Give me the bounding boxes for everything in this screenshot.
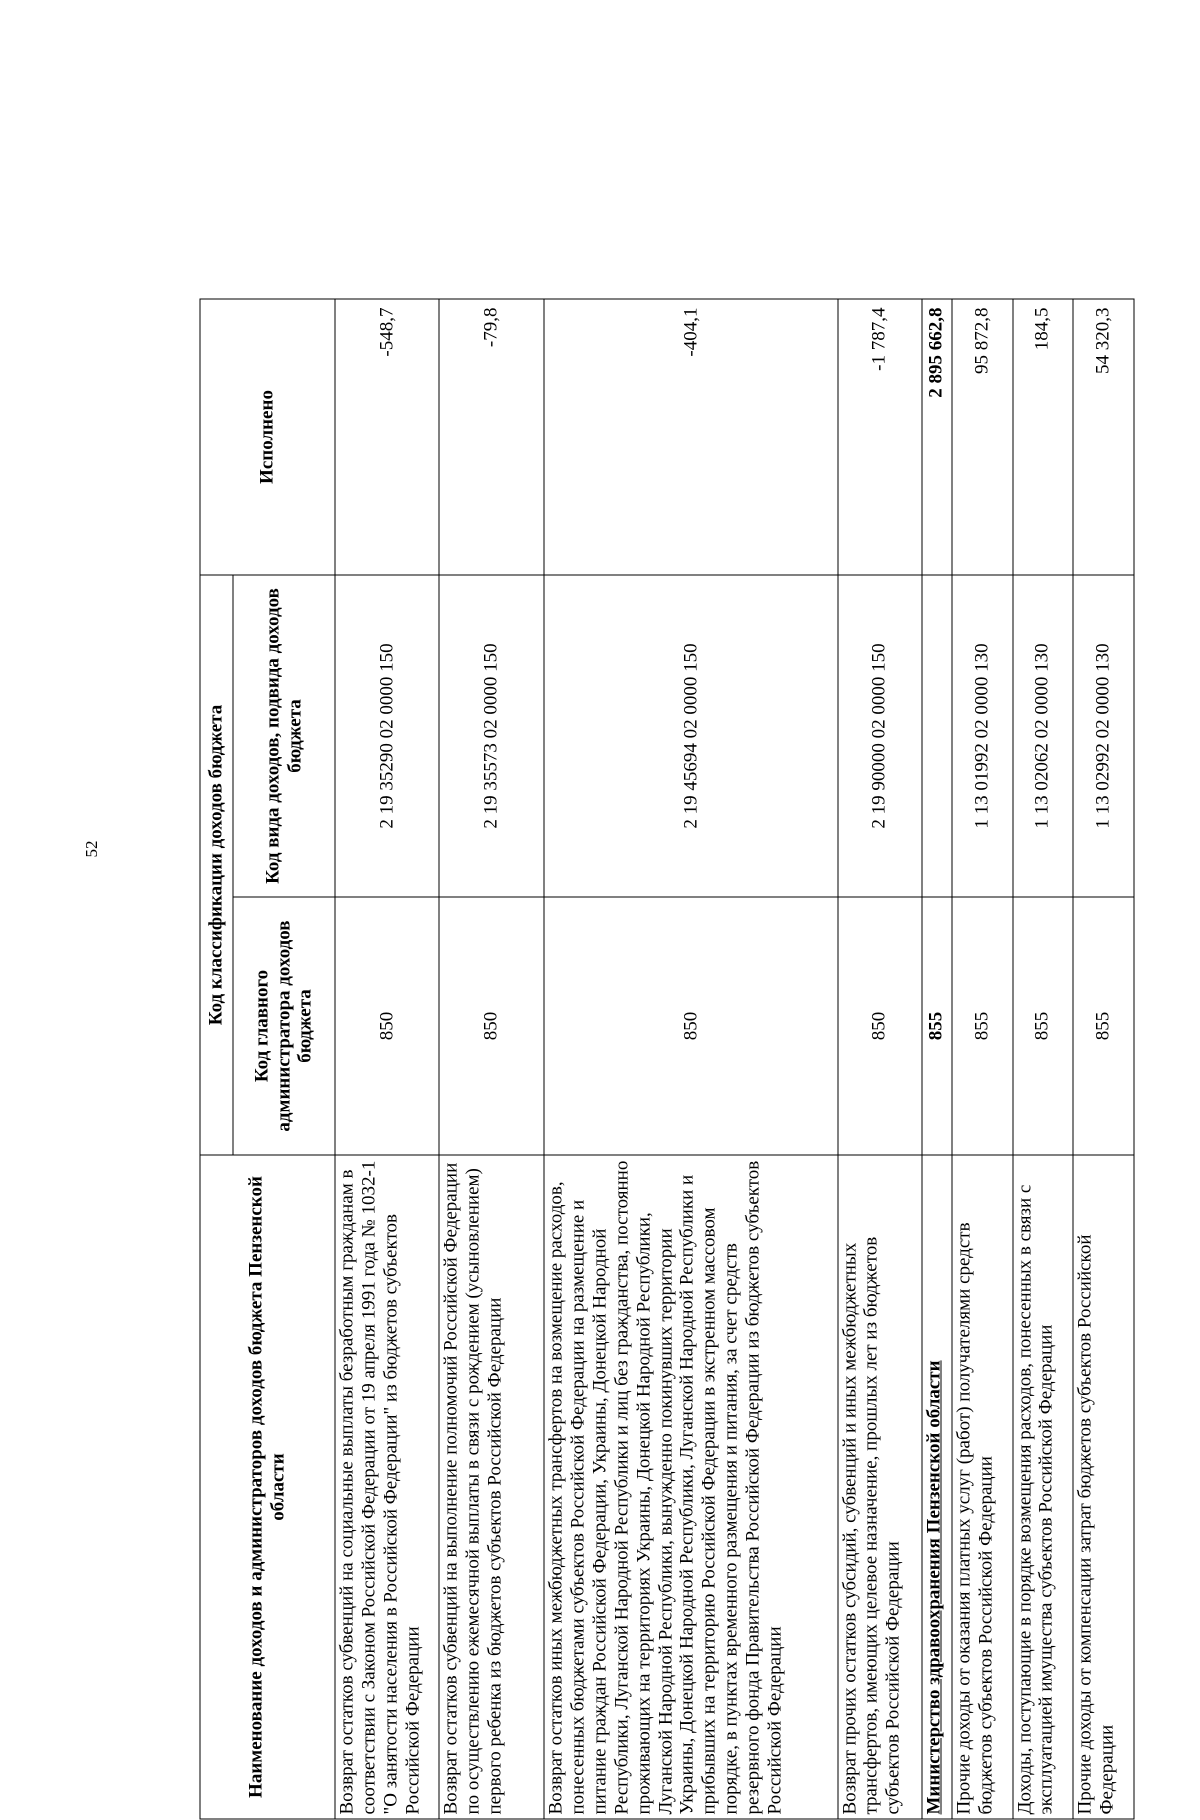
row-admin-code: 855 [1073,897,1134,1155]
row-kind-code: 2 19 90000 02 0000 150 [838,575,922,897]
row-name: Доходы, поступающие в порядке возмещения расходов, понесенных в связи с эксплуатацией имущества субъектов Российской Федерации [1013,1155,1074,1819]
row-name: Прочие доходы от оказания платных услуг (работ) получателями средств бюджетов субъектов Российской Федерации [952,1155,1013,1819]
row-kind-code [922,575,952,897]
row-admin-code: 850 [439,897,544,1155]
rotated-table-frame [200,300,1135,1820]
row-kind-code: 1 13 01992 02 0000 130 [952,575,1013,897]
row-admin-code: 850 [838,897,922,1155]
row-admin-code: 855 [922,897,952,1155]
header-admin-code: Код главного администратора доходов бюджета [233,897,335,1155]
row-kind-code: 2 19 35573 02 0000 150 [439,575,544,897]
table-row [544,299,837,1819]
row-executed: -1 787,4 [838,299,922,575]
row-kind-code: 2 19 45694 02 0000 150 [544,575,837,897]
header-row-top [200,299,233,1819]
row-name: Возврат остатков иных межбюджетных трансфертов на возмещение расходов, понесенных бюджетами субъектов Российской Федерации на размещение и питание граждан Российской Федерации, Украины, Донецкой Народной Республики, Луганской Народной Республики и лиц без гражданства, постоянно проживающих на территориях Украины, Донецкой Народной Республики, Луганской Народной Республики, вынужденно покинувших территории Украины, Донецкой Народной Республики, Луганской Народной Республики и прибывших на территорию Российской Федерации в экстренном массовом порядке, в пунктах временного размещения и питания, за счет средств резервного фонда Правительства Российской Федерации из бюджетов субъектов Российской Федерации [544,1155,837,1819]
row-kind-code: 1 13 02992 02 0000 130 [1073,575,1134,897]
row-kind-code: 2 19 35290 02 0000 150 [335,575,439,897]
header-name: Наименование доходов и администраторов доходов бюджета Пензенской области [200,1155,335,1819]
table-row [952,299,1013,1819]
header-code-group: Код классификации доходов бюджета [200,575,233,1155]
row-admin-code: 850 [544,897,837,1155]
row-name: Возврат прочих остатков субсидий, субвенций и иных межбюджетных трансфертов, имеющих целевое назначение, прошлых лет из бюджетов субъектов Российской Федерации [838,1155,922,1819]
row-admin-code: 855 [1013,897,1074,1155]
row-kind-code: 1 13 02062 02 0000 130 [1013,575,1074,897]
row-admin-code: 855 [952,897,1013,1155]
row-executed: 2 895 662,8 [922,299,952,575]
row-name: Министерство здравоохранения Пензенской области [922,1155,952,1819]
header-kind-code: Код вида доходов, подвида доходов бюджета [233,575,335,897]
row-executed: -548,7 [335,299,439,575]
row-name: Возврат остатков субвенций на выполнение полномочий Российской Федерации по осуществлению ежемесячной выплаты в связи с рождением (усыновлением) первого ребенка из бюджетов субъектов Российской Федерации [439,1155,544,1819]
row-executed: -404,1 [544,299,837,575]
page-number: 52 [82,840,101,858]
row-executed: 95 872,8 [952,299,1013,575]
row-admin-code: 850 [335,897,439,1155]
row-name: Возврат остатков субвенций на социальные выплаты безработным гражданам в соответствии с Законом Российской Федерации от 19 апреля 1991 года № 1032-1 "О занятости населения в Российской Федерации" из бюджетов субъектов Российской Федерации [335,1155,439,1819]
table-row [335,299,439,1819]
revenue-table [200,299,1135,1820]
row-name: Прочие доходы от компенсации затрат бюджетов субъектов Российской Федерации [1073,1155,1134,1819]
header-executed: Исполнено [200,299,335,575]
row-executed: -79,8 [439,299,544,575]
table-row [838,299,922,1819]
row-executed: 184,5 [1013,299,1074,575]
table-row [439,299,544,1819]
table-row [1073,299,1134,1819]
table-row-section [922,299,952,1819]
table-row [1013,299,1074,1819]
row-executed: 54 320,3 [1073,299,1134,575]
